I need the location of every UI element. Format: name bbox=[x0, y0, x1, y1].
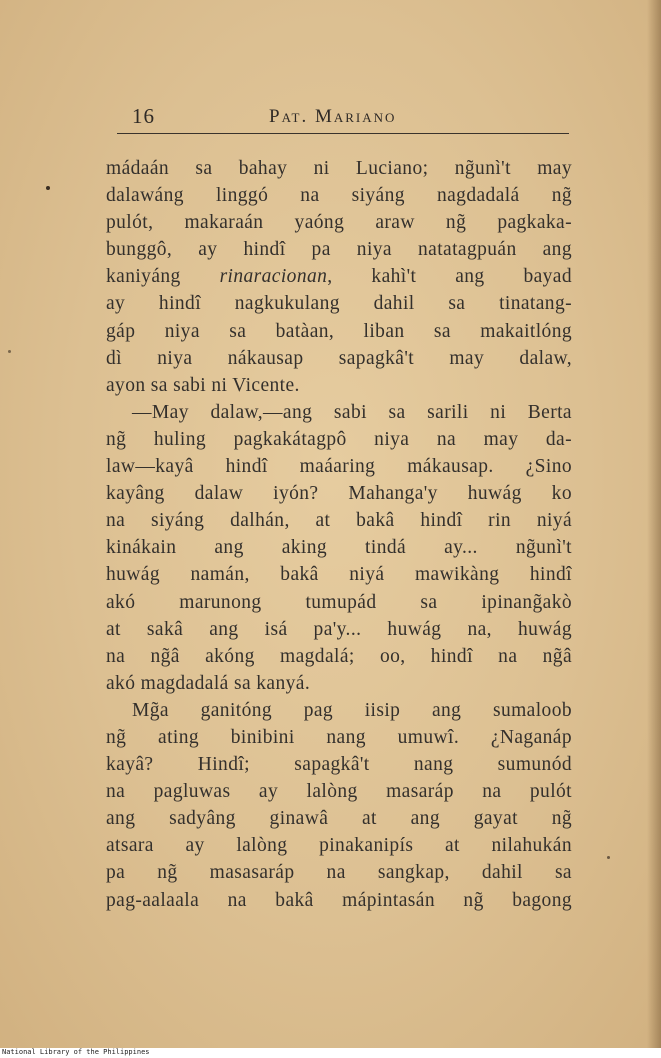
text-line: pulót, makaraán yaóng araw ng̃ pagkaka- bbox=[106, 212, 572, 234]
text-line: pa ng̃ masasaráp na sangkap, dahil sa bbox=[106, 862, 572, 884]
italic-word: rinaracionan bbox=[219, 266, 328, 288]
text-line: akó marunong tumupád sa ipinang̃akò bbox=[106, 591, 572, 613]
text-line: ng̃ ating binibini nang umuwî. ¿Naganáp bbox=[106, 726, 572, 748]
text-line-with-italic: kaniyáng rinaracionan, kahì't ang bayad bbox=[106, 266, 573, 288]
text-line: Mg̃a ganitóng pag iisip ang sumaloob bbox=[132, 699, 572, 721]
page-number: 16 bbox=[132, 104, 155, 128]
text-line: pag-aalaala na bakâ mápintasán ng̃ bagong bbox=[106, 889, 572, 911]
text-line: huwág namán, bakâ niyá mawikàng hindî bbox=[106, 564, 572, 586]
text-line: —May dalaw,—ang sabi sa sarili ni Berta bbox=[132, 401, 572, 423]
text-line: kayâ? Hindî; sapagkâ't nang sumunód bbox=[106, 754, 572, 776]
text-line: dì niya nákausap sapagkâ't may dalaw, bbox=[106, 347, 572, 369]
text-line: gáp niya sa batàan, liban sa makaitlóng bbox=[106, 320, 572, 342]
page-header bbox=[117, 104, 569, 134]
text-line: kinákain ang aking tindá ay... ng̃unì't bbox=[106, 537, 572, 559]
text-line: akó magdadalá sa kanyá. bbox=[106, 672, 311, 694]
page-edge-shadow bbox=[647, 0, 661, 1048]
text-line: na siyáng dalhán, at bakâ hindî rin niyá bbox=[106, 510, 572, 532]
text-line: kayâng dalaw iyón? Mahanga'y huwág ko bbox=[106, 483, 572, 505]
header-rule bbox=[117, 133, 569, 134]
text-line: at sakâ ang isá pa'y... huwág na, huwág bbox=[106, 618, 572, 640]
text-line: ang sadyâng ginawâ at ang gayat ng̃ bbox=[106, 808, 572, 830]
text-line: ay hindî nagkukulang dahil sa tinatang- bbox=[106, 293, 572, 315]
text-line: dalawáng linggó na siyáng nagdadalá ng̃ bbox=[106, 185, 572, 207]
text-line: atsara ay lalòng pinakanipís at nilahukán bbox=[106, 835, 572, 857]
footer-strip bbox=[0, 1048, 661, 1058]
paper-speck bbox=[607, 856, 610, 859]
text-line: ng̃ huling pagkakátagpô niya na may da- bbox=[106, 428, 572, 450]
text-line: bunggô, ay hindî pa niya natatagpuán ang bbox=[106, 239, 572, 261]
body-text bbox=[106, 155, 572, 914]
text-line: mádaán sa bahay ni Luciano; ng̃unì't may bbox=[106, 158, 572, 179]
paper-speck bbox=[8, 350, 11, 353]
text-line: ayon sa sabi ni Vicente. bbox=[106, 374, 300, 396]
text-line: na pagluwas ay lalòng masaráp na pulót bbox=[106, 781, 572, 803]
library-credit: National Library of the Philippines bbox=[2, 1048, 150, 1056]
text-line: law—kayâ hindî maáaring mákausap. ¿Sino bbox=[106, 456, 572, 478]
text-line: na ng̃â akóng magdalá; oo, hindî na ng̃â bbox=[106, 645, 572, 667]
running-head: Pat. Mariano bbox=[269, 106, 397, 127]
paper-speck bbox=[46, 186, 50, 190]
